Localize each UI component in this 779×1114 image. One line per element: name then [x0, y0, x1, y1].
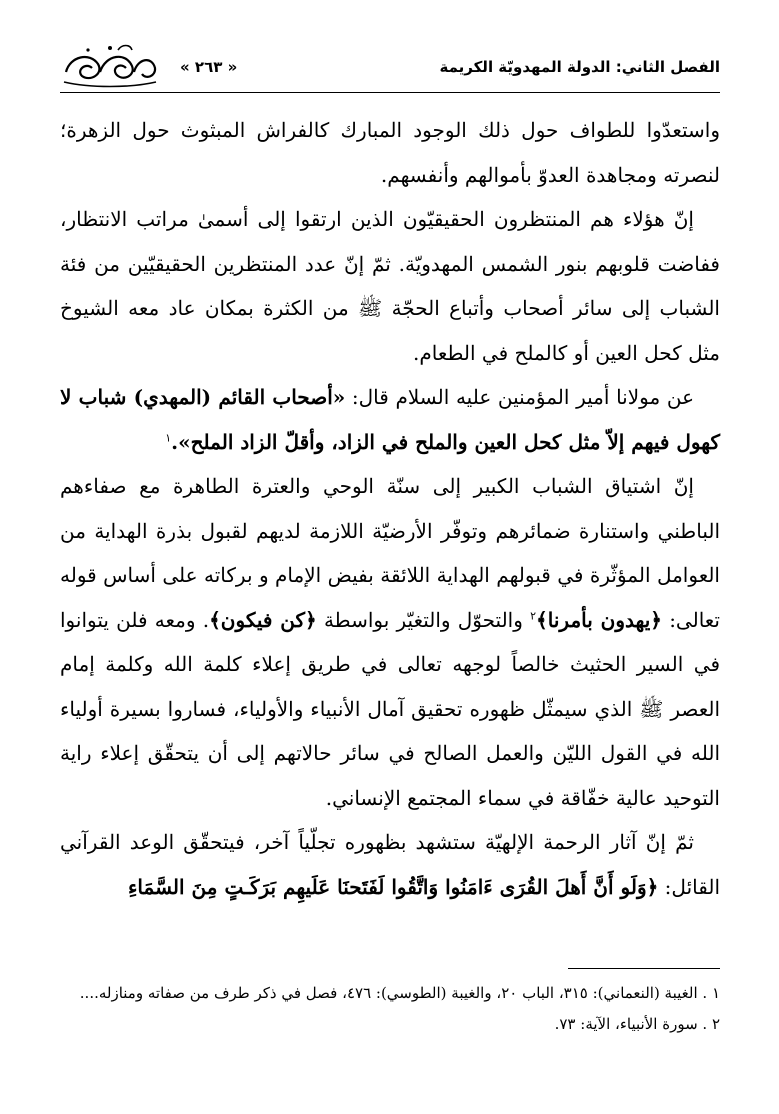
- paragraph-2: [60, 197, 720, 375]
- paragraph-1: [60, 108, 720, 197]
- paragraph-3: [60, 375, 720, 464]
- calligraphy-ornament-icon: [60, 42, 160, 90]
- footnote-ref-1[interactable]: ١: [165, 430, 172, 444]
- paragraph-2-text: إنّ هؤلاء هم المنتظرون الحقيقيّون الذين ارتقوا إلى أسمىٰ مراتب الانتظار، ففاضت قلوبهم بنور الشمس المهدويّة. ثمّ إنّ عدد المنتظرين الحقيقيّين من فئة الشباب إلى سائر أصحاب وأتباع الحجّة ﷺ من الكثرة بمكان عاد معه الشيوخ مثل كحل العين أو كالملح في الطعام.: [60, 207, 720, 365]
- paragraph-5: [60, 820, 720, 909]
- paragraph-4-part2: والتحوّل والتغيّر بواسطة: [316, 607, 531, 632]
- paragraph-4: [60, 464, 720, 820]
- footnote-1: ١ . الغيبة (النعماني): ٣١٥، الباب ٢٠، والغيبة (الطوسي): ٤٧٦، فصل في ذكر طرف من صفاته ومنازله....: [79, 984, 720, 1002]
- footnote-2: ٢ . سورة الأنبياء، الآية: ٧٣.: [554, 1015, 720, 1033]
- footnote-ref-2[interactable]: ٢: [530, 608, 537, 622]
- quran-verse-1: ﴿يهدون بأمرنا﴾: [536, 607, 662, 632]
- page-number: « ٢٦٣ »: [180, 58, 238, 76]
- running-title: الفصل الثاني: الدولة المهدويّة الكريمة: [439, 58, 720, 76]
- paragraph-1-text: واستعدّوا للطواف حول ذلك الوجود المبارك كالفراش المبثوث حول الزهرة؛ لنصرته ومجاهدة العدوّ بأموالهم وأنفسهم.: [60, 118, 720, 187]
- page-header: [60, 40, 720, 92]
- paragraph-4-part3: . ومعه فلن يتوانوا في السير الحثيث خالصاً لوجهه تعالى في طريق إعلاء كلمة الله وكلمة إمام العصر ﷺ الذي سيمثّل ظهوره تحقيق آمال الأنبياء والأولياء، فساروا بسيرة أولياء الله في القول الليّن والعمل الصالح في سائر حالاتهم إلى أن يتحقّق إعلاء راية التوحيد عالية خفّاقة في سماء المجتمع الإنساني.: [60, 607, 720, 810]
- paragraph-3-intro: عن مولانا أمير المؤمنين عليه السلام قال:: [345, 385, 695, 409]
- quran-verse-3: ﴿وَلَو أَنَّ أَهلَ القُرَى ءَامَنُوا وَاتَّقُوا لَفَتَحنَا عَلَيهِم بَرَكَـتٍ مِنَ السَّمَاءِ: [128, 874, 659, 899]
- footnotes: [60, 978, 720, 1040]
- body-text: [60, 108, 720, 909]
- paragraph-5-part1: ثمّ إنّ آثار الرحمة الإلهيّة ستشهد بظهوره تجلّياً آخر، فيتحقّق الوعد القرآني القائل:: [60, 830, 720, 899]
- hadith-quote: «أصحاب القائم (المهدي) شباب لا كهول فيهم إلاّ مثل كحل العين والملح في الزاد، وأقلّ الزاد الملح».: [60, 385, 720, 454]
- quran-verse-2: ﴿كن فيكون﴾: [209, 607, 317, 632]
- paragraph-4-part1: إنّ اشتياق الشباب الكبير إلى سنّة الوحي والعترة الطاهرة مع صفاءهم الباطني واستنارة ضمائرهم وتوفّر الأرضيّة اللازمة لديهم لقبول بذرة الهداية من العوامل المؤثّرة في قبولهم الهداية اللائقة بفيض الإمام و بركاته على أساس قوله تعالى:: [60, 474, 721, 632]
- header-rule: [60, 92, 720, 93]
- footnote-rule: [568, 968, 720, 969]
